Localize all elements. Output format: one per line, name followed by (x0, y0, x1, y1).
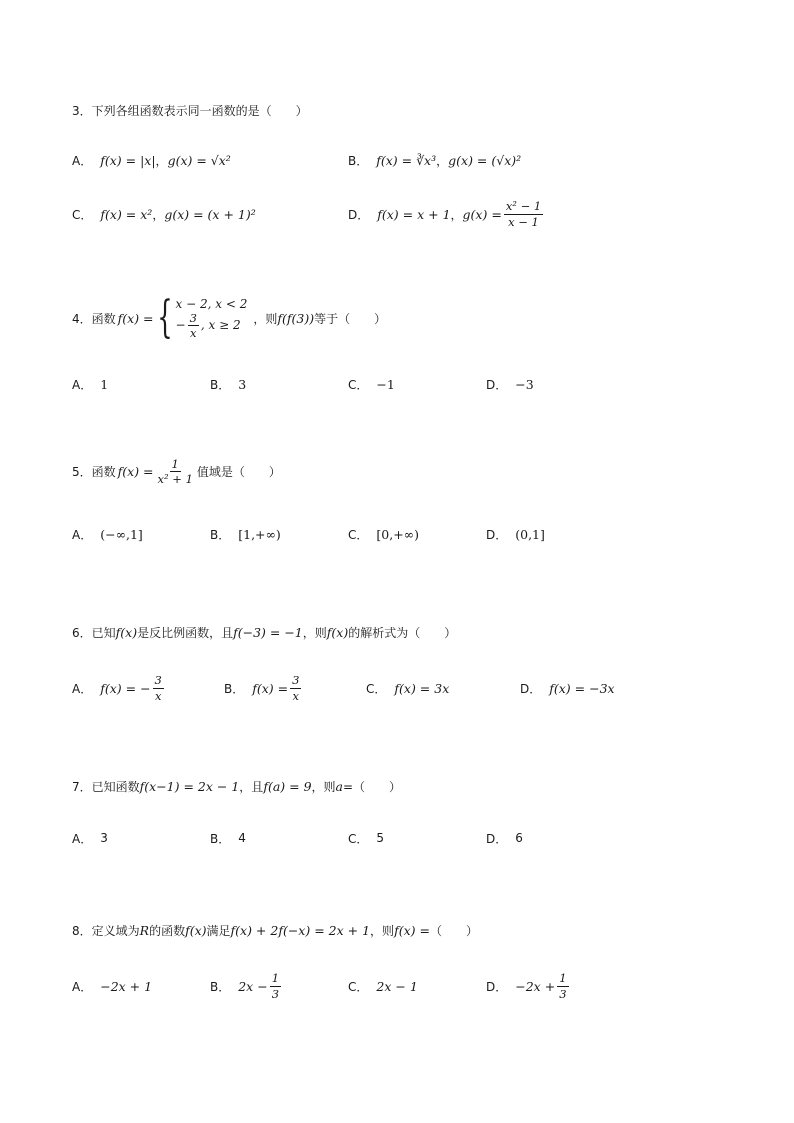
case-2-sign: − (175, 317, 186, 332)
separator: ， (155, 153, 168, 168)
option-value: −1 (376, 376, 395, 392)
stem-text: （ ） (429, 924, 478, 938)
option-value: −3 (515, 376, 534, 392)
option-label: C． (348, 377, 369, 392)
option-5d[interactable] (486, 514, 545, 554)
question-7-options (72, 818, 732, 858)
option-label: C． (72, 207, 93, 222)
denominator: x − 1 (508, 214, 539, 229)
option-3a[interactable] (72, 140, 231, 180)
math-expr: f(x) = x + 1 (377, 206, 451, 222)
stem-text: 8．定义域为 (72, 924, 140, 938)
question-8-stem (72, 922, 478, 939)
denominator: x (190, 325, 197, 340)
question-6-options (72, 668, 732, 708)
math-expr: f(a) = 9 (263, 779, 312, 794)
piecewise-cases (176, 297, 248, 339)
math-expr: −2x + (515, 978, 556, 994)
question-3-options-row-2 (72, 194, 732, 234)
option-label: A． (72, 831, 93, 846)
math-expr: f(x) = − (100, 680, 151, 696)
question-3-stem: 3．下列各组函数表示同一函数的是（ ） (72, 104, 308, 118)
question-3-options-row-1 (72, 140, 732, 180)
left-brace-icon: { (156, 292, 173, 343)
option-label: D． (486, 831, 508, 846)
math-expr: R (139, 923, 150, 938)
math-expr: f(x) = ∛x³ (376, 152, 437, 168)
option-value: (0,1] (515, 526, 545, 542)
option-8c[interactable] (348, 966, 418, 1006)
math-expr: f(x) (326, 625, 349, 640)
option-value: 3 (238, 376, 247, 392)
math-expr: g(x) = (462, 206, 502, 222)
math-expr: f(x) = −3x (549, 680, 615, 696)
math-expr: 2x − (238, 978, 268, 994)
option-label: B． (210, 377, 231, 392)
option-5a[interactable] (72, 514, 143, 554)
fraction (153, 674, 164, 701)
option-4d[interactable] (486, 364, 534, 404)
question-6-stem (72, 624, 456, 641)
option-5b[interactable] (210, 514, 281, 554)
question-4-options (72, 364, 732, 404)
math-expr: f(x) + 2f(−x) = 2x + 1 (230, 923, 371, 938)
option-label: C． (366, 681, 387, 696)
stem-text: 的函数 (149, 924, 186, 938)
question-8-options (72, 966, 732, 1006)
math-expr: a (335, 779, 343, 794)
option-6b[interactable] (224, 668, 303, 708)
math-expr: f(x) = (117, 310, 154, 326)
option-8a[interactable] (72, 966, 152, 1006)
numerator: x² − 1 (505, 199, 542, 214)
option-8d[interactable] (486, 966, 571, 1006)
option-label: B． (210, 831, 231, 846)
option-3c[interactable] (72, 194, 256, 234)
option-label: D． (348, 207, 370, 222)
stem-text: 5．函数 (72, 465, 116, 480)
option-value: [1,+∞) (238, 526, 281, 542)
denominator: 3 (271, 986, 280, 1001)
question-7-stem (72, 778, 401, 795)
option-label: A． (72, 681, 93, 696)
math-expr: f(f(3)) (277, 310, 315, 326)
math-expr: g(x) = (√x)² (448, 152, 522, 168)
option-6a[interactable] (72, 668, 166, 708)
option-7a[interactable] (72, 818, 108, 858)
stem-text: 满足 (206, 924, 231, 938)
separator: ， (152, 207, 165, 222)
stem-text: 等于（ ） (314, 311, 387, 326)
separator: ， (450, 207, 463, 222)
option-7b[interactable] (210, 818, 246, 858)
question-4-stem (72, 292, 387, 343)
fraction (504, 200, 543, 227)
option-4c[interactable] (348, 364, 395, 404)
math-expr: f(x) = x² (100, 206, 153, 222)
fraction (557, 972, 568, 999)
option-6c[interactable] (366, 668, 449, 708)
option-label: B． (348, 153, 369, 168)
option-4a[interactable] (72, 364, 108, 404)
option-label: B． (210, 527, 231, 542)
math-expr: f(−3) = −1 (233, 625, 303, 640)
fraction (188, 312, 199, 339)
fraction (156, 458, 195, 485)
option-label: D． (520, 681, 542, 696)
numerator: 3 (292, 673, 300, 688)
option-label: B． (210, 979, 231, 994)
math-expr: f(x) (185, 923, 207, 938)
option-label: A． (72, 377, 93, 392)
case-1: x − 2, x < 2 (175, 297, 248, 312)
option-value: 3 (100, 831, 108, 845)
question-5-options (72, 514, 732, 554)
option-label: C． (348, 979, 369, 994)
math-expr: −2x + 1 (100, 978, 153, 994)
math-expr: g(x) = √x² (167, 152, 231, 168)
stem-text: ，且 (239, 780, 264, 794)
stem-text: ，则 (311, 780, 336, 794)
option-3b[interactable] (348, 140, 521, 180)
numerator: 1 (171, 457, 179, 471)
math-expr: g(x) = (x + 1)² (164, 206, 256, 222)
option-label: D． (486, 979, 508, 994)
stem-text: 是反比例函数，且 (137, 626, 234, 640)
option-label: A． (72, 979, 93, 994)
numerator: 3 (189, 310, 197, 325)
stem-text: 6．已知 (72, 626, 116, 640)
option-value: [0,+∞) (376, 526, 419, 542)
option-value: 5 (376, 831, 385, 845)
option-label: A． (72, 527, 93, 542)
math-expr: f(x) (115, 625, 138, 640)
option-label: C． (348, 831, 369, 846)
option-7d[interactable] (486, 818, 523, 858)
stem-text: ，则 (253, 311, 278, 326)
fraction (290, 674, 301, 701)
option-5c[interactable] (348, 514, 419, 554)
stem-text: ，则 (370, 924, 395, 938)
math-expr: f(x) = |x| (100, 152, 156, 168)
denominator: x² + 1 (157, 472, 193, 487)
case-2-condition: , x ≥ 2 (200, 317, 241, 332)
stem-text: 4．函数 (72, 311, 116, 326)
option-4b[interactable] (210, 364, 246, 404)
stem-text: 7．已知函数 (72, 780, 140, 794)
stem-text: =（ ） (343, 780, 402, 794)
option-label: D． (486, 527, 508, 542)
math-expr: 2x − 1 (376, 978, 418, 994)
separator: ， (436, 153, 449, 168)
math-expr: f(x) = 3x (394, 680, 450, 696)
question-5-stem (72, 458, 281, 485)
option-label: B． (224, 681, 245, 696)
option-7c[interactable] (348, 818, 384, 858)
denominator: x (154, 688, 162, 703)
option-3d[interactable] (348, 194, 545, 234)
option-value: 6 (515, 831, 523, 845)
stem-text: 值域是（ ） (196, 465, 281, 480)
option-8b[interactable] (210, 966, 283, 1006)
math-expr: f(x−1) = 2x − 1 (139, 779, 240, 794)
option-label: D． (486, 377, 508, 392)
stem-text: ，则 (302, 626, 327, 640)
fraction (270, 972, 281, 999)
math-expr: f(x) = (117, 464, 154, 480)
case-2 (176, 312, 248, 339)
option-value: (−∞,1] (100, 526, 143, 542)
denominator: 3 (559, 986, 567, 1001)
option-label: C． (348, 527, 369, 542)
option-6d[interactable] (520, 668, 615, 708)
stem-text: 的解析式为（ ） (348, 626, 457, 640)
option-label: A． (72, 153, 93, 168)
option-value: 1 (100, 376, 109, 392)
denominator: x (292, 688, 300, 703)
math-expr: f(x) = (252, 680, 289, 696)
option-value: 4 (238, 831, 246, 845)
numerator: 1 (559, 971, 567, 986)
numerator: 3 (154, 673, 162, 688)
numerator: 1 (271, 971, 280, 986)
math-expr: f(x) = (394, 923, 430, 938)
